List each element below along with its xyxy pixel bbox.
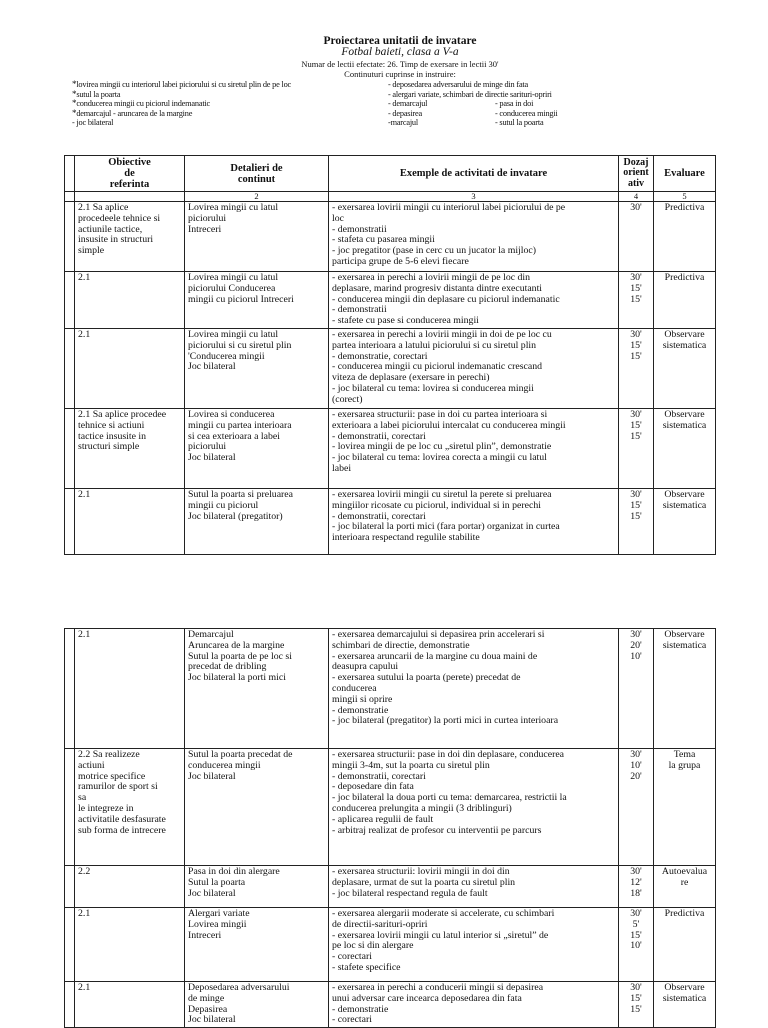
table-row (65, 629, 716, 749)
column-number: 2 (185, 192, 329, 202)
lessons-line: Numar de lectii efectate: 26. Timp de exersare in lectii 30' (301, 59, 499, 69)
column-header-examples: Exemple de activitati de invatare (329, 156, 619, 192)
dosage-cell: 30' 5' 15' 10' (619, 908, 654, 982)
activity-examples-cell: - exersarea in perechi a lovirii mingii de pe loc din deplasare, marind progresiv distanta dintre executanti - conducerea mingii din deplasare cu piciorul indemanatic - demonstratii - stafete cu pase si conducerea mingii (329, 272, 619, 329)
dosage-cell: 30' (619, 202, 654, 272)
page-title: Proiectarea unitatii de invatare (323, 35, 477, 47)
activity-examples-cell: - exersarea structurii: pase in doi cu partea interioara si exterioara a labei piciorului intercalat cu conducerea mingii - demonstratii, corectari - lovirea mingii de pe loc cu „siretul plin”, demonstratie - joc bilateral cu tema: lovirea corecta a mingii cu latul labei (329, 408, 619, 488)
list-item: *lovirea mingii cu interiorul labei piciorului si cu siretul plin de pe loc (72, 79, 292, 89)
table-row (65, 866, 716, 908)
column-header-details: Detalieri de continut (185, 156, 329, 192)
content-detail-cell: Pasa in doi din alergare Sutul la poarta Joc bilateral (185, 866, 329, 908)
column-number: 5 (654, 192, 716, 202)
table-row (65, 488, 716, 554)
table-row (65, 328, 716, 408)
dosage-cell: 30' 10' 20' (619, 749, 654, 866)
activity-examples-cell: - exersarea alergarii moderate si accelerate, cu schimbari de directii-sarituri-opriri - exersarea lovirii mingii cu latul interior si „siretul” de pe loc si din alergare - corectari - stafete specifice (329, 908, 619, 982)
table-row (65, 272, 716, 329)
activity-examples-cell: - exersarea in perechi a lovirii mingii in doi de pe loc cu partea interioara a latului piciorului si cu siretul plin - demonstratie, corectari - conducerea mingii cu piciorul indemanatic crescand viteza de deplasare (exersare in perechi) - joc bilateral cu tema: lovirea si conducerea mingii (corect) (329, 328, 619, 408)
content-detail-cell: Lovirea mingii cu latul piciorului Intreceri (185, 202, 329, 272)
dosage-cell: 30' 15' 15' (619, 408, 654, 488)
learning-unit-table-continued (64, 628, 716, 1028)
contents-right-list (388, 80, 748, 128)
column-number (75, 192, 185, 202)
list-item: - depasirea - conducerea mingii (388, 108, 558, 118)
content-detail-cell: Sutul la poarta si preluarea mingii cu piciorul Joc bilateral (pregatitor) (185, 488, 329, 554)
table-row (65, 908, 716, 982)
content-detail-cell: Deposedarea adversarului de minge Depasirea Joc bilateral (185, 982, 329, 1028)
evaluation-cell: Autoevalua re (654, 866, 716, 908)
objective-cell: 2.1 Sa aplice procedee tehnice si actiuni tactice insusite in structuri simple (75, 408, 185, 488)
evaluation-cell: Observare sistematica (654, 408, 716, 488)
objective-cell: 2.2 Sa realizeze actiuni motrice specifice ramurilor de sport si sa le integreze in activitatile desfasurate sub forma de intrecere (75, 749, 185, 866)
activity-examples-cell: - exersarea demarcajului si depasirea prin accelerari si schimbari de directie, demonstratie - exersarea aruncarii de la margine cu doua maini de deasupra capului - exersarea sutului la poarta (perete) precedat de conducerea mingii si oprire - demonstratie - joc bilateral (pregatitor) la porti mici in curtea interioara (329, 629, 619, 749)
table-header-row (65, 156, 716, 192)
objective-cell: 2.1 (75, 629, 185, 749)
content-detail-cell: Alergari variate Lovirea mingii Intreceri (185, 908, 329, 982)
content-detail-cell: Lovirea mingii cu latul piciorului si cu siretul plin 'Conducerea mingii Joc bilateral (185, 328, 329, 408)
content-detail-cell: Lovirea mingii cu latul piciorului Conducerea mingii cu piciorul Intreceri (185, 272, 329, 329)
table-row (65, 202, 716, 272)
objective-cell: 2.1 Sa aplice procedeele tehnice si actiunile tactice, insusite in structuri simple (75, 202, 185, 272)
dosage-cell: 30' 12' 18' (619, 866, 654, 908)
learning-unit-table (64, 155, 716, 555)
evaluation-cell: Observare sistematica (654, 629, 716, 749)
list-item: *conducerea mingii cu piciorul indemanatic (72, 98, 211, 109)
evaluation-cell: Predictiva (654, 908, 716, 982)
dosage-cell: 30' 15' 15' (619, 272, 654, 329)
column-header-evaluation: Evaluare (654, 156, 716, 192)
list-item: *demarcajul - aruncarea de la margine (72, 107, 193, 118)
objective-cell: 2.1 (75, 982, 185, 1028)
dosage-cell: 30' 15' 15' (619, 982, 654, 1028)
table-row (65, 408, 716, 488)
objective-cell: 2.1 (75, 328, 185, 408)
list-item: -marcajul - sutul la poarta (388, 118, 544, 128)
dosage-cell: 30' 20' 10' (619, 629, 654, 749)
objective-cell: 2.2 (75, 866, 185, 908)
list-item: - alergari variate, schimbari de directie sarituri-opriri (388, 89, 552, 99)
column-number-row (65, 192, 716, 202)
column-number: 4 (619, 192, 654, 202)
evaluation-cell: Tema la grupa (654, 749, 716, 866)
dosage-cell: 30' 15' 15' (619, 488, 654, 554)
objective-cell: 2.1 (75, 908, 185, 982)
list-item: - joc bilateral (72, 118, 114, 128)
activity-examples-cell: - exersarea lovirii mingii cu interiorul labei piciorului de pe loc - demonstratii - stafeta cu pasarea mingii - joc pregatitor (pase in cerc cu un jucator la mijloc) participa grupe de 5-6 elevi fiecare (329, 202, 619, 272)
activity-examples-cell: - exersarea structurii: pase in doi din deplasare, conducerea mingii 3-4m, sut la poarta cu siretul plin - demonstratii, corectari - deposedare din fata - joc bilateral la doua porti cu tema: demarcarea, restrictii la conducerea prelungita a mingii (3 driblinguri) - aplicarea regulii de fault - arbitraj realizat de profesor cu interventii pe parcurs (329, 749, 619, 866)
column-header-dosage: Dozaj orient ativ (619, 156, 654, 192)
objective-cell: 2.1 (75, 272, 185, 329)
evaluation-cell: Observare sistematica (654, 328, 716, 408)
list-item: *sutul la poarta (72, 88, 121, 99)
content-detail-cell: Lovirea si conducerea mingii cu partea interioara si cea exterioara a labei piciorului Joc bilateral (185, 408, 329, 488)
table-row (65, 749, 716, 866)
contents-heading: Continuturi cuprinse in instruire: (344, 69, 456, 79)
evaluation-cell: Observare sistematica (654, 488, 716, 554)
page-subtitle: Fotbal baieti, clasa a V-a (341, 46, 459, 58)
evaluation-cell: Predictiva (654, 272, 716, 329)
column-number: 3 (329, 192, 619, 202)
activity-examples-cell: - exersarea structurii: lovirii mingii in doi din deplasare, urmat de sut la poarta cu siretul plin - joc bilateral respectand regula de fault (329, 866, 619, 908)
contents-left-list (72, 80, 392, 128)
evaluation-cell: Observare sistematica (654, 982, 716, 1028)
list-item: - deposedarea adversarului de minge din fata (388, 80, 529, 89)
content-detail-cell: Sutul la poarta precedat de conducerea mingii Joc bilateral (185, 749, 329, 866)
dosage-cell: 30' 15' 15' (619, 328, 654, 408)
table-row (65, 982, 716, 1028)
activity-examples-cell: - exersarea lovirii mingii cu siretul la perete si preluarea mingiilor ricosate cu piciorul, individual si in perechi - demonstratii, corectari - joc bilateral la porti mici (fara portar) organizat in curtea interioara respectand regulile stabilite (329, 488, 619, 554)
activity-examples-cell: - exersarea in perechi a conducerii mingii si depasirea unui adversar care incearca deposedarea din fata - demonstratie - corectari (329, 982, 619, 1028)
content-detail-cell: Demarcajul Aruncarea de la margine Sutul la poarta de pe loc si precedat de dribling Joc bilateral la porti mici (185, 629, 329, 749)
evaluation-cell: Predictiva (654, 202, 716, 272)
column-header-index (65, 156, 75, 192)
list-item: - demarcajul - pasa in doi (388, 99, 534, 109)
objective-cell: 2.1 (75, 488, 185, 554)
column-header-objectives: Obiective de referinta (75, 156, 185, 192)
